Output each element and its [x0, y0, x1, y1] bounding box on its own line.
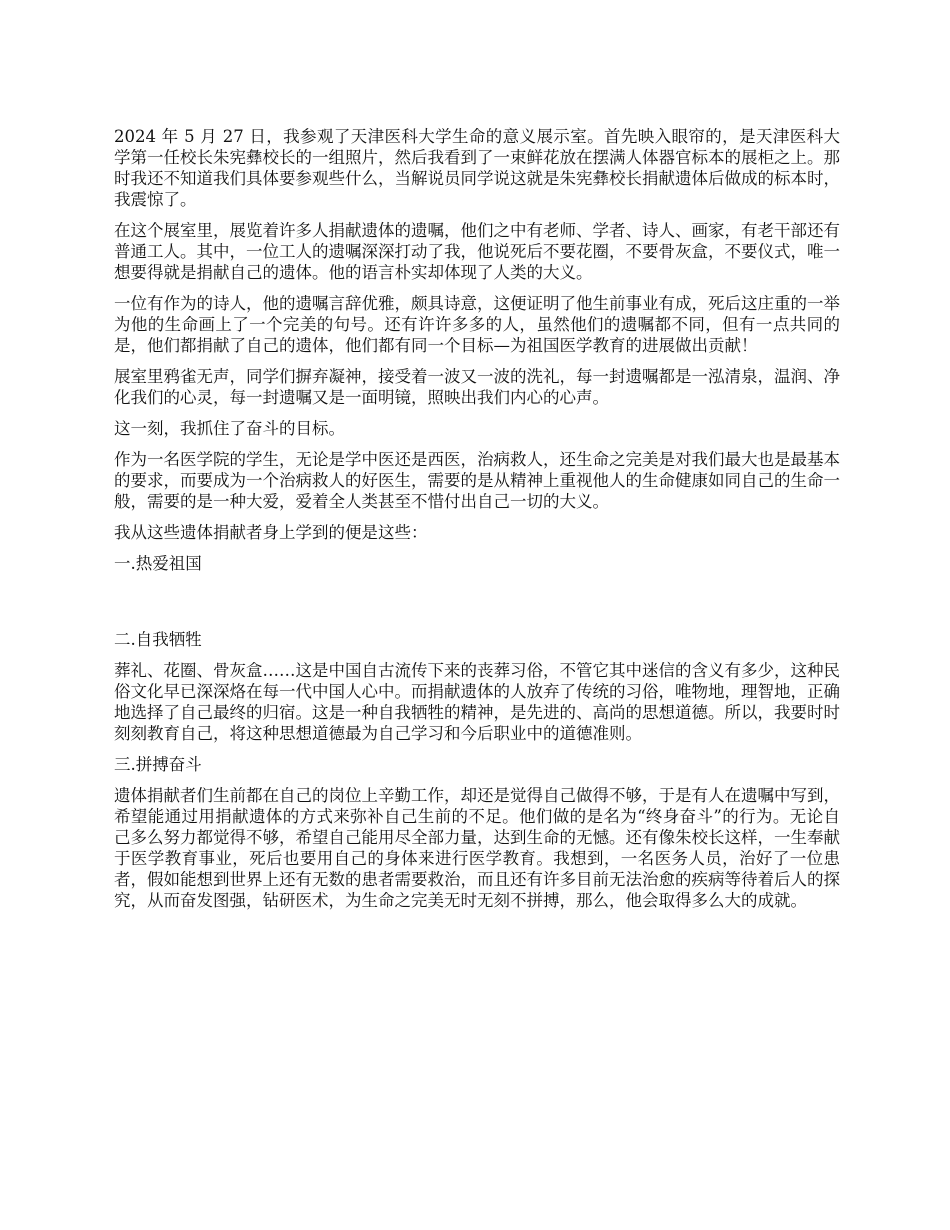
document-body [114, 126, 840, 921]
section-heading-patriotism: 一.热爱祖国 [114, 554, 202, 573]
paragraph-exhibition-wills: 在这个展室里，展览着许多人捐献遗体的遗嘱，他们之中有老师、学者、诗人、画家，有老干部还有普通工人。其中，一位工人的遗嘱深深打动了我，他说死后不要花圈，不要骨灰盒，不要仪式，唯一想要得就是捐献自己的遗体。他的语言朴实却体现了人类的大义。 [114, 221, 840, 282]
paragraph-silence: 展室里鸦雀无声，同学们摒弃凝神，接受着一波又一波的洗礼，每一封遗嘱都是一泓清泉，温润、净化我们的心灵，每一封遗嘱又是一面明镜，照映出我们内心的心声。 [114, 367, 840, 407]
paragraph-poet-will: 一位有作为的诗人，他的遗嘱言辞优雅，颇具诗意，这便证明了他生前事业有成，死后这庄重的一举为他的生命画上了一个完美的句号。还有许许多多的人，虽然他们的遗嘱都不同，但有一点共同的是，他们都捐献了自己的遗体，他们都有同一个目标—为祖国医学教育的进展做出贡献！ [114, 294, 840, 355]
paragraph-goal: 这一刻，我抓住了奋斗的目标。 [114, 419, 345, 438]
paragraph-lessons-intro: 我从这些遗体捐献者身上学到的便是这些： [114, 523, 428, 542]
section-spacer [114, 584, 840, 629]
paragraph-striving: 遗体捐献者们生前都在自己的岗位上辛勤工作，却还是觉得自己做得不够，于是有人在遗嘱中写到，希望能通过用捐献遗体的方式来弥补自己生前的不足。他们做的是名为“终身奋斗”的行为。无论自己多么努力都觉得不够，希望自己能用尽全部力量，达到生命的无憾。还有像朱校长这样，一生奉献于医学教育事业，死后也要用自己的身体来进行医学教育。我想到，一名医务人员，治好了一位患者，假如能想到世界上还有无数的患者需要救治，而且还有许多目前无法治愈的疾病等待着后人的探究，从而奋发图强，钻研医术，为生命之完美无时无刻不拼搏，那么，他会取得多么大的成就。 [114, 786, 840, 910]
section-heading-striving: 三.拼搏奋斗 [114, 755, 202, 774]
paragraph-visit-intro: 2024 年 5 月 27 日，我参观了天津医科大学生命的意义展示室。首先映入眼帘的，是天津医科大学第一任校长朱宪彝校长的一组照片，然后我看到了一束鲜花放在摆满人体器官标本的展柜之上。那时我还不知道我们具体要参观些什么，当解说员同学说这就是朱宪彝校长捐献遗体后做成的标本时，我震惊了。 [114, 127, 840, 209]
section-heading-self-sacrifice: 二.自我牺牲 [114, 630, 202, 649]
paragraph-medical-student: 作为一名医学院的学生，无论是学中医还是西医，治病救人，还生命之完美是对我们最大也是最基本的要求，而要成为一个治病救人的好医生，需要的是从精神上重视他人的生命健康如同自己的生命一般，需要的是一种大爱，爱着全人类甚至不惜付出自己一切的大义。 [114, 450, 840, 511]
paragraph-self-sacrifice: 葬礼、花圈、骨灰盒……这是中国自古流传下来的丧葬习俗，不管它其中迷信的含义有多少，这种民俗文化早已深深烙在每一代中国人心中。而捐献遗体的人放弃了传统的习俗，唯物地，理智地，正确地选择了自己最终的归宿。这是一种自我牺牲的精神，是先进的、高尚的思想道德。所以，我要时时刻刻教育自己，将这种思想道德最为自己学习和今后职业中的道德准则。 [114, 661, 840, 743]
